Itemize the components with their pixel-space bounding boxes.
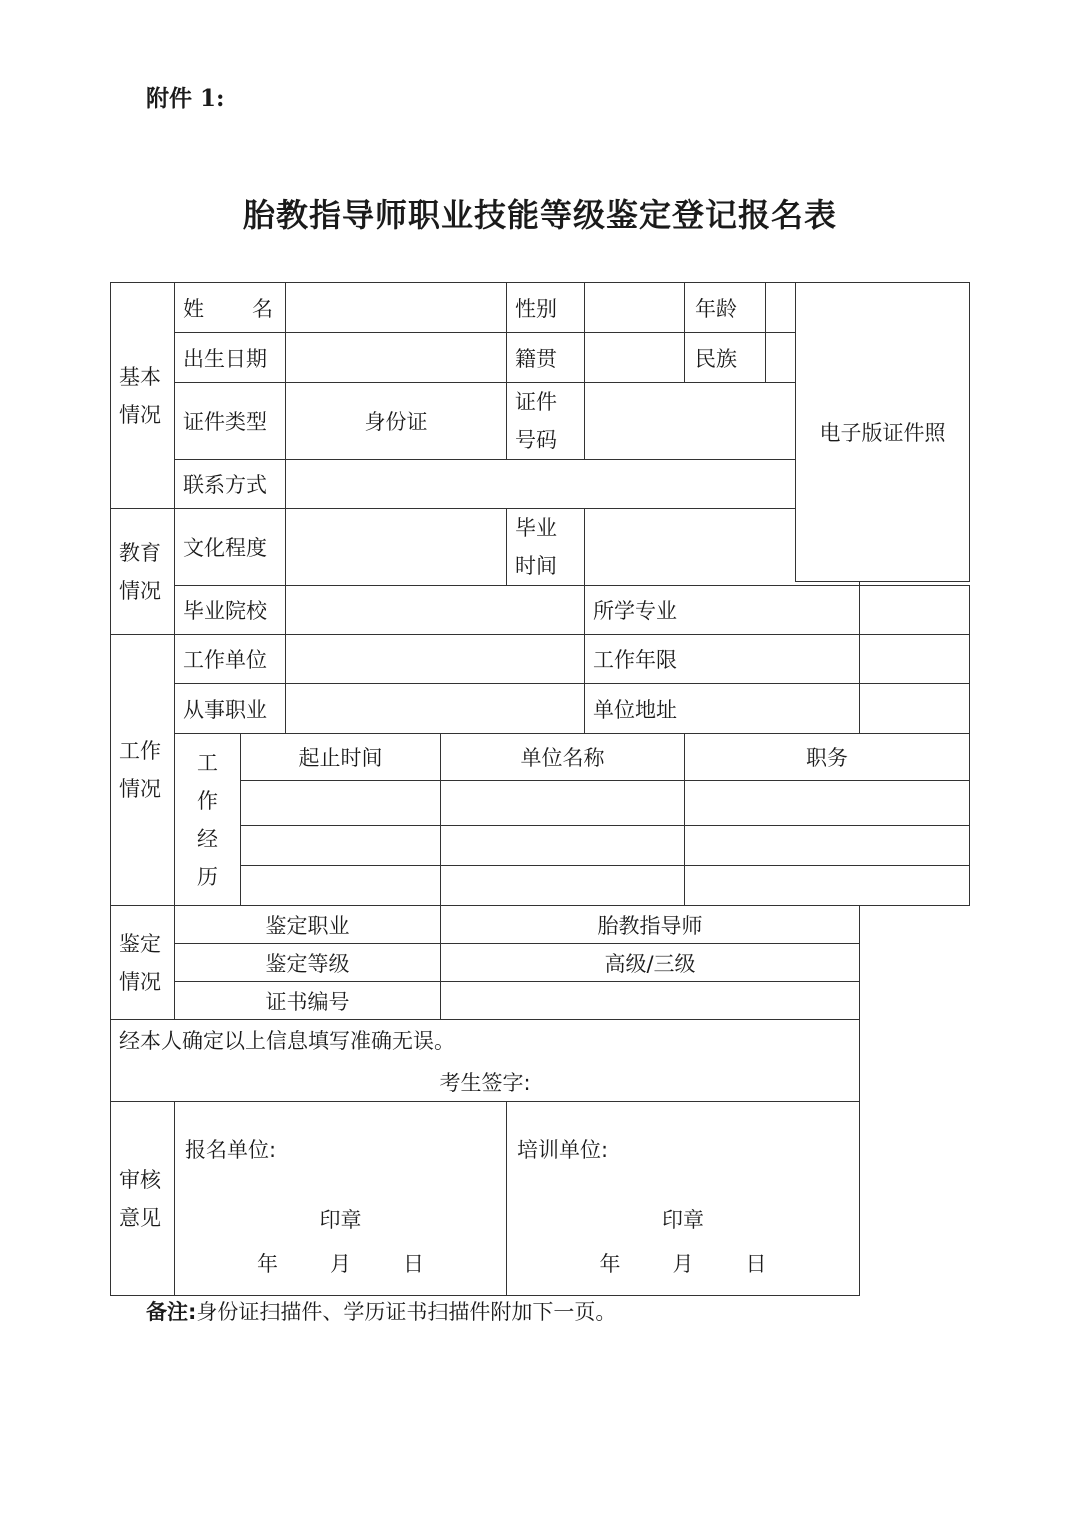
name-label: 姓 名 bbox=[175, 283, 286, 333]
section-work: 工作 情况 bbox=[111, 635, 175, 906]
section-basic: 基本 情况 bbox=[111, 283, 175, 509]
education-level-label: 文化程度 bbox=[175, 509, 286, 586]
native-label: 籍贯 bbox=[507, 333, 585, 383]
id-no-label: 证件 号码 bbox=[507, 383, 585, 460]
unit-address-label: 单位地址 bbox=[585, 684, 860, 734]
grad-time-label: 毕业 时间 bbox=[507, 509, 585, 586]
name-field[interactable] bbox=[286, 283, 507, 333]
section-education: 教育 情况 bbox=[111, 509, 175, 635]
work-unit-field[interactable] bbox=[286, 635, 585, 684]
school-label: 毕业院校 bbox=[175, 586, 286, 635]
registration-unit-label: 报名单位: bbox=[185, 1138, 277, 1162]
birth-field[interactable] bbox=[286, 333, 507, 383]
id-type-value: 身份证 bbox=[286, 383, 507, 460]
history-position-field[interactable] bbox=[685, 866, 970, 906]
signature-label[interactable]: 考生签字: bbox=[439, 1070, 531, 1095]
photo-placeholder[interactable] bbox=[795, 282, 970, 582]
section-appraisal: 鉴定 情况 bbox=[111, 906, 175, 1020]
history-unit-field[interactable] bbox=[441, 781, 685, 826]
history-header-unit: 单位名称 bbox=[441, 734, 685, 781]
birth-label: 出生日期 bbox=[175, 333, 286, 383]
contact-field[interactable] bbox=[286, 460, 860, 509]
work-years-label: 工作年限 bbox=[585, 635, 860, 684]
major-label: 所学专业 bbox=[585, 586, 860, 635]
training-unit-label: 培训单位: bbox=[517, 1138, 609, 1162]
work-history-label: 工 作 经 历 bbox=[175, 734, 241, 906]
remark-text: 身份证扫描件、学历证书扫描件附加下一页。 bbox=[196, 1300, 617, 1324]
confirmation-statement: 经本人确定以上信息填写准确无误。 bbox=[119, 1028, 455, 1053]
remark bbox=[146, 1296, 616, 1326]
remark-label: 备注: bbox=[146, 1300, 197, 1324]
contact-label: 联系方式 bbox=[175, 460, 286, 509]
gender-label: 性别 bbox=[507, 283, 585, 333]
appraisal-level-label: 鉴定等级 bbox=[175, 944, 441, 982]
date-line: 年 月 日 bbox=[257, 1252, 424, 1276]
history-period-field[interactable] bbox=[241, 866, 441, 906]
work-unit-label: 工作单位 bbox=[175, 635, 286, 684]
occupation-label: 从事职业 bbox=[175, 684, 286, 734]
history-position-field[interactable] bbox=[685, 781, 970, 826]
work-years-field[interactable] bbox=[860, 635, 970, 684]
section-audit: 审核 意见 bbox=[111, 1102, 175, 1296]
age-label: 年龄 bbox=[685, 283, 766, 332]
form-title: 胎教指导师职业技能等级鉴定登记报名表 bbox=[242, 196, 837, 234]
seal-label: 印章 bbox=[319, 1208, 362, 1232]
native-field[interactable] bbox=[585, 333, 685, 383]
history-period-field[interactable] bbox=[241, 781, 441, 826]
school-field[interactable] bbox=[286, 586, 585, 635]
date-line: 年 月 日 bbox=[599, 1252, 767, 1276]
occupation-field[interactable] bbox=[286, 684, 585, 734]
seal-label: 印章 bbox=[662, 1208, 704, 1232]
registration-unit-box[interactable] bbox=[175, 1102, 507, 1296]
history-period-field[interactable] bbox=[241, 826, 441, 866]
training-unit-box[interactable] bbox=[507, 1102, 860, 1296]
appraisal-occupation-label: 鉴定职业 bbox=[175, 906, 441, 944]
education-level-field[interactable] bbox=[286, 509, 507, 586]
certificate-no-field[interactable] bbox=[441, 982, 860, 1020]
unit-address-field[interactable] bbox=[860, 684, 970, 734]
history-unit-field[interactable] bbox=[441, 826, 685, 866]
attachment-label: 附件 1: bbox=[146, 85, 225, 112]
ethnic-label: 民族 bbox=[685, 333, 766, 382]
history-header-position: 职务 bbox=[685, 734, 970, 781]
appraisal-level-value: 高级/三级 bbox=[441, 944, 860, 982]
major-field[interactable] bbox=[860, 586, 970, 635]
certificate-no-label: 证书编号 bbox=[175, 982, 441, 1020]
confirmation-box bbox=[111, 1020, 860, 1102]
id-type-label: 证件类型 bbox=[175, 383, 286, 460]
history-position-field[interactable] bbox=[685, 826, 970, 866]
appraisal-occupation-value: 胎教指导师 bbox=[441, 906, 860, 944]
gender-field[interactable] bbox=[585, 283, 685, 333]
history-header-period: 起止时间 bbox=[241, 734, 441, 781]
history-unit-field[interactable] bbox=[441, 866, 685, 906]
photo-label: 电子版证件照 bbox=[819, 421, 946, 445]
